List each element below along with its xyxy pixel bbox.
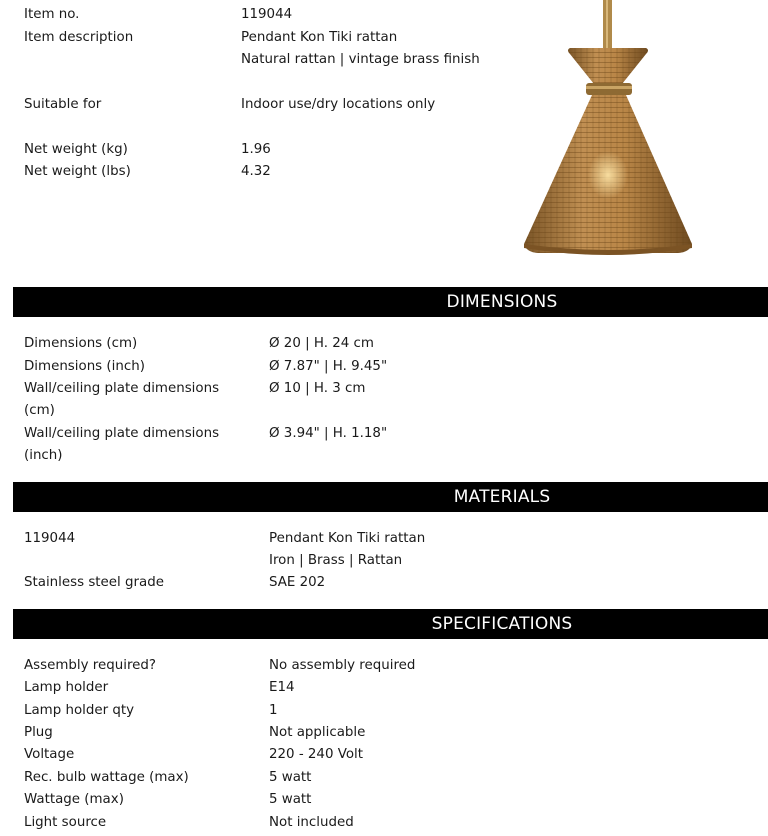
dimensions-header bbox=[13, 287, 768, 317]
item-description-line2: Natural rattan | vintage brass finish bbox=[241, 52, 480, 67]
spec-label: Plug bbox=[24, 725, 53, 740]
specifications-header bbox=[13, 609, 768, 639]
spec-value: E14 bbox=[269, 680, 295, 695]
dimensions-inch-value: Ø 7.87" | H. 9.45" bbox=[269, 359, 388, 374]
steel-grade-value: SAE 202 bbox=[269, 575, 326, 590]
item-no-value: 119044 bbox=[241, 7, 293, 22]
net-weight-kg-label: Net weight (kg) bbox=[24, 142, 128, 157]
plate-cm-label-line2: (cm) bbox=[24, 403, 55, 418]
pendant-lamp-image bbox=[518, 0, 698, 262]
spec-value: 1 bbox=[269, 703, 278, 718]
specifications-title: SPECIFICATIONS bbox=[431, 614, 573, 634]
spec-value: No assembly required bbox=[269, 658, 416, 673]
item-description-label: Item description bbox=[24, 30, 134, 45]
spec-label: Assembly required? bbox=[24, 658, 157, 673]
net-weight-lbs-value: 4.32 bbox=[241, 164, 271, 179]
materials-title: MATERIALS bbox=[453, 487, 551, 507]
spec-label: Light source bbox=[24, 815, 107, 830]
spec-value: Not included bbox=[269, 815, 354, 830]
plate-inch-label-line2: (inch) bbox=[24, 448, 63, 463]
spec-value: 5 watt bbox=[269, 792, 312, 807]
net-weight-kg-value: 1.96 bbox=[241, 142, 271, 157]
spec-value: Not applicable bbox=[269, 725, 366, 740]
plate-inch-value: Ø 3.94" | H. 1.18" bbox=[269, 426, 388, 441]
spec-label: Voltage bbox=[24, 747, 75, 762]
material-code-line1: Pendant Kon Tiki rattan bbox=[269, 531, 426, 546]
spec-label: Wattage (max) bbox=[24, 792, 124, 807]
net-weight-lbs-label: Net weight (lbs) bbox=[24, 164, 131, 179]
dimensions-cm-label: Dimensions (cm) bbox=[24, 336, 138, 351]
suitable-for-label: Suitable for bbox=[24, 97, 102, 112]
materials-header bbox=[13, 482, 768, 512]
item-description-line1: Pendant Kon Tiki rattan bbox=[241, 30, 398, 45]
spec-label: Lamp holder qty bbox=[24, 703, 135, 718]
spec-value: 220 - 240 Volt bbox=[269, 747, 364, 762]
spec-label: Rec. bulb wattage (max) bbox=[24, 770, 189, 785]
dimensions-title: DIMENSIONS bbox=[446, 292, 558, 312]
steel-grade-label: Stainless steel grade bbox=[24, 575, 164, 590]
dimensions-inch-label: Dimensions (inch) bbox=[24, 359, 145, 374]
plate-inch-label-line1: Wall/ceiling plate dimensions bbox=[24, 426, 220, 441]
item-no-label: Item no. bbox=[24, 7, 80, 22]
material-code-label: 119044 bbox=[24, 531, 76, 546]
plate-cm-label-line1: Wall/ceiling plate dimensions bbox=[24, 381, 220, 396]
dimensions-cm-value: Ø 20 | H. 24 cm bbox=[269, 336, 374, 351]
spec-label: Lamp holder bbox=[24, 680, 109, 695]
material-code-line2: Iron | Brass | Rattan bbox=[269, 553, 403, 568]
plate-cm-value: Ø 10 | H. 3 cm bbox=[269, 381, 366, 396]
suitable-for-value: Indoor use/dry locations only bbox=[241, 97, 436, 112]
spec-value: 5 watt bbox=[269, 770, 312, 785]
